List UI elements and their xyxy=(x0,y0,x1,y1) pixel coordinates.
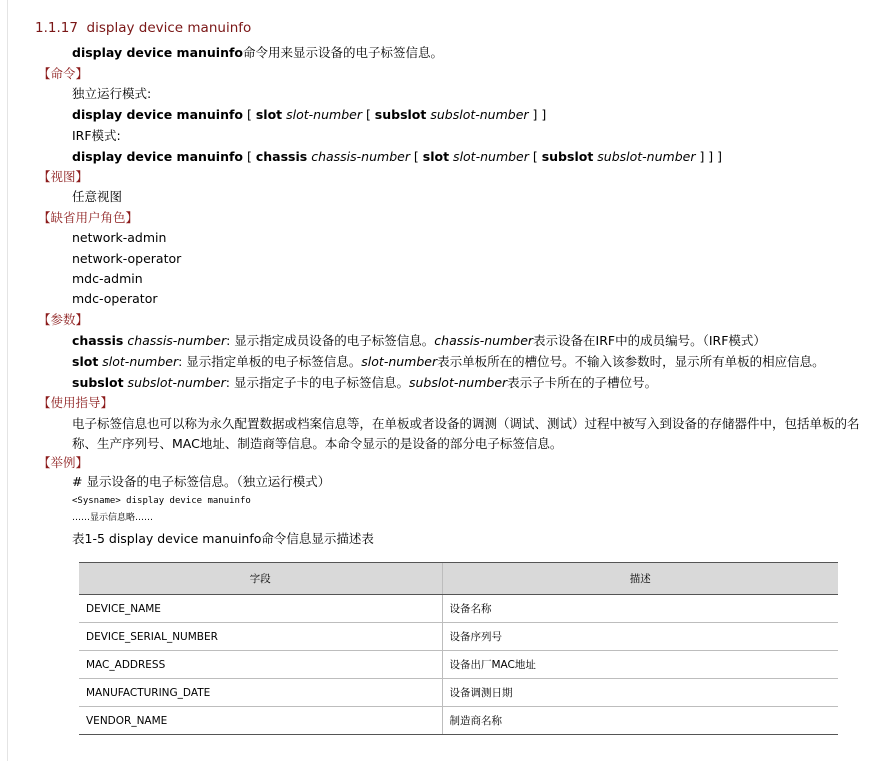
syntax-bracket: [ xyxy=(243,107,256,122)
table-header-row xyxy=(79,563,838,595)
table-header-field: 字段 xyxy=(79,563,442,595)
syntax-keyword: slot xyxy=(422,149,450,164)
param-keyword: slot xyxy=(72,354,99,369)
syntax-keyword: subslot xyxy=(374,107,427,122)
param-chassis xyxy=(72,333,766,349)
role-item: mdc-operator xyxy=(72,291,158,306)
syntax-keyword: slot xyxy=(255,107,283,122)
section-example: 【举例】 xyxy=(38,455,89,470)
syntax-argument: subslot-number xyxy=(593,149,696,164)
syntax-bracket: [ xyxy=(409,149,423,164)
table-cell-field: MAC_ADDRESS xyxy=(79,651,442,679)
syntax-argument: chassis-number xyxy=(307,149,410,164)
section-heading xyxy=(35,20,251,36)
syntax-bracket: [ xyxy=(528,149,542,164)
table-caption: 表1-5 display device manuinfo命令信息显示描述表 xyxy=(72,531,374,546)
standalone-syntax xyxy=(72,107,546,123)
syntax-argument: slot-number xyxy=(282,107,362,122)
syntax-keyword: display device manuinfo xyxy=(72,149,244,164)
example-comment: # 显示设备的电子标签信息。（独立运行模式） xyxy=(72,474,331,489)
field-description-table xyxy=(79,562,838,735)
intro-command: display device manuinfo xyxy=(72,45,244,60)
param-desc: : 显示指定成员设备的电子标签信息。 xyxy=(226,333,435,348)
intro-text: 命令用来显示设备的电子标签信息。 xyxy=(243,45,444,60)
table-cell-field: DEVICE_NAME xyxy=(79,595,442,623)
param-argument: subslot-number xyxy=(123,375,226,390)
table-cell-desc: 设备名称 xyxy=(442,595,838,623)
irf-mode-label: IRF模式: xyxy=(72,128,121,143)
section-guide: 【使用指导】 xyxy=(38,395,114,410)
table-row xyxy=(79,707,838,735)
syntax-keyword: display device manuinfo xyxy=(72,107,244,122)
table-row xyxy=(79,623,838,651)
table-cell-desc: 设备调测日期 xyxy=(442,679,838,707)
irf-syntax xyxy=(72,149,722,165)
syntax-keyword: chassis xyxy=(255,149,308,164)
param-desc: 表示子卡所在的子槽位号。 xyxy=(507,375,658,390)
table-cell-field: VENDOR_NAME xyxy=(79,707,442,735)
syntax-argument: slot-number xyxy=(449,149,529,164)
syntax-bracket: [ xyxy=(361,107,375,122)
syntax-argument: subslot-number xyxy=(426,107,529,122)
role-item: mdc-admin xyxy=(72,271,143,286)
section-command: 【命令】 xyxy=(38,66,89,81)
role-item: network-admin xyxy=(72,230,167,245)
section-view: 【视图】 xyxy=(38,169,89,184)
param-desc: 表示单板所在的槽位号。不输入该参数时，显示所有单板的相应信息。 xyxy=(437,354,825,369)
table-cell-desc: 设备序列号 xyxy=(442,623,838,651)
table-cell-desc: 设备出厂MAC地址 xyxy=(442,651,838,679)
param-keyword: subslot xyxy=(72,375,124,390)
view-value: 任意视图 xyxy=(72,189,123,204)
param-desc: : 显示指定子卡的电子标签信息。 xyxy=(225,375,409,390)
heading-number: 1.1.17 xyxy=(35,20,78,36)
syntax-bracket: ] ] ] xyxy=(695,149,723,164)
table-header-desc: 描述 xyxy=(442,563,838,595)
param-argument: chassis-number xyxy=(123,333,227,348)
param-slot xyxy=(72,354,825,370)
intro-line xyxy=(72,45,443,61)
example-cli: <Sysname> display device manuinfo xyxy=(72,496,251,506)
standalone-mode-label: 独立运行模式: xyxy=(72,86,152,101)
param-desc: : 显示指定单板的电子标签信息。 xyxy=(178,354,362,369)
table-cell-desc: 制造商名称 xyxy=(442,707,838,735)
param-argument: chassis-number xyxy=(434,333,534,348)
heading-title: display device manuinfo xyxy=(86,20,252,36)
table-cell-field: MANUFACTURING_DATE xyxy=(79,679,442,707)
param-argument: subslot-number xyxy=(408,375,508,390)
page-left-edge xyxy=(7,0,8,761)
guide-text: 电子标签信息也可以称为永久配置数据或档案信息等，在单板或者设备的调测（调试、测试）过程中被写入到设备的存储器件中，包括单板的名称、生产序列号、MAC地址、制造商等信息。本命令显示的是设备的部分电子标签信息。 xyxy=(72,416,860,451)
param-argument: slot-number xyxy=(361,354,438,369)
table-row xyxy=(79,595,838,623)
syntax-bracket: [ xyxy=(243,149,256,164)
param-subslot xyxy=(72,375,657,391)
table-cell-field: DEVICE_SERIAL_NUMBER xyxy=(79,623,442,651)
param-argument: slot-number xyxy=(98,354,179,369)
section-params: 【参数】 xyxy=(38,312,89,327)
table-row xyxy=(79,651,838,679)
role-item: network-operator xyxy=(72,251,182,266)
example-omitted: ……显示信息略…… xyxy=(72,513,154,523)
param-keyword: chassis xyxy=(72,333,124,348)
table-row xyxy=(79,679,838,707)
param-desc: 表示设备在IRF中的成员编号。（IRF模式） xyxy=(533,333,766,348)
syntax-keyword: subslot xyxy=(541,149,594,164)
section-default-role: 【缺省用户角色】 xyxy=(38,210,139,225)
syntax-bracket: ] ] xyxy=(528,107,547,122)
